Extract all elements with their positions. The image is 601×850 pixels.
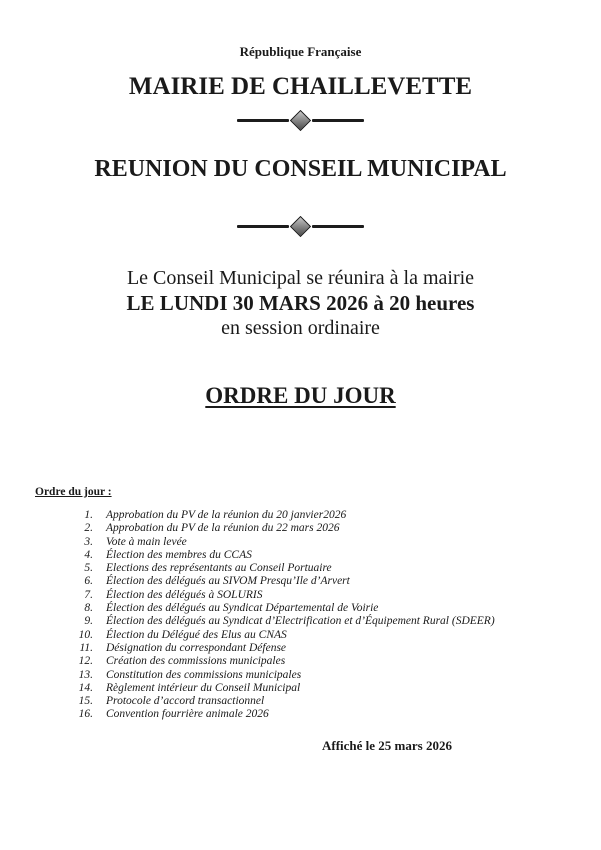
- list-item: [0, 602, 601, 615]
- list-item-text: Élection des membres du CCAS: [106, 548, 252, 561]
- list-item-number: 10.: [78, 628, 93, 641]
- list-item-text: Désignation du correspondant Défense: [106, 641, 287, 654]
- list-item: [0, 575, 601, 588]
- announcement-line-3: en session ordinaire: [221, 317, 380, 339]
- list-item: [0, 615, 601, 628]
- republic-label: République Française: [239, 44, 362, 59]
- list-item-text: Protocole d’accord transactionnel: [106, 695, 265, 708]
- list-item-text: Approbation du PV de la réunion du 20 janvier2026: [106, 509, 347, 521]
- list-item: [0, 708, 601, 721]
- meeting-title: REUNION DU CONSEIL MUNICIPAL: [94, 156, 507, 182]
- list-item-number: 14.: [78, 681, 93, 694]
- list-item: [0, 695, 601, 708]
- list-item: [0, 629, 601, 642]
- list-item-number: 2.: [84, 522, 93, 535]
- list-item-number: 15.: [78, 695, 93, 708]
- list-item-text: Approbation du PV de la réunion du 22 mars 2026: [106, 522, 340, 535]
- diamond-icon: [290, 215, 311, 236]
- mairie-title: MAIRIE DE CHAILLEVETTE: [128, 73, 473, 100]
- list-item-text: Élection des délégués au Syndicat d’Electrification et d’Équipement Rural (SDEER): [106, 615, 495, 628]
- list-item-text: Élection des délégués au Syndicat Départemental de Voirie: [106, 602, 379, 615]
- diamond-divider-top: [0, 110, 601, 130]
- agenda-label: Ordre du jour :: [35, 486, 112, 498]
- list-item-number: 4.: [84, 548, 93, 561]
- divider-line-right: [312, 119, 364, 122]
- list-item-number: 8.: [84, 602, 93, 615]
- announcement-line-1: Le Conseil Municipal se réunira à la mairie: [126, 267, 475, 289]
- list-item-text: Règlement intérieur du Conseil Municipal: [106, 681, 301, 694]
- list-item-text: Constitution des commissions municipales: [106, 668, 302, 681]
- divider-line-left: [237, 119, 289, 122]
- list-item: [0, 522, 601, 535]
- list-item: [0, 509, 601, 522]
- list-item-text: Élection des délégués au SIVOM Presqu’Ile d’Arvert: [106, 575, 350, 588]
- list-item-number: 5.: [84, 562, 93, 575]
- list-item: [0, 549, 601, 562]
- list-item-number: 11.: [79, 641, 93, 654]
- list-item: [0, 562, 601, 575]
- list-item-number: 6.: [84, 575, 93, 588]
- list-item-text: Création des commissions municipales: [106, 655, 286, 668]
- list-item-text: Élection des délégués à SOLURIS: [106, 588, 263, 601]
- list-item: [0, 682, 601, 695]
- diamond-divider-middle: [0, 216, 601, 236]
- list-item-text: Convention fourrière animale 2026: [106, 708, 269, 721]
- list-item-number: 9.: [84, 615, 93, 628]
- divider-line-right: [312, 225, 364, 228]
- diamond-icon: [290, 109, 311, 130]
- announcement-date-line: LE LUNDI 30 MARS 2026 à 20 heures: [126, 291, 475, 315]
- list-item: [0, 642, 601, 655]
- list-item: [0, 655, 601, 668]
- agenda-list: [0, 509, 601, 722]
- list-item-number: 16.: [78, 708, 93, 721]
- agenda-title: ORDRE DU JOUR: [205, 383, 396, 408]
- meeting-announcement: [0, 266, 601, 341]
- list-item: [0, 669, 601, 682]
- list-item: [0, 589, 601, 602]
- list-item-number: 12.: [78, 655, 93, 668]
- list-item-number: 1.: [84, 509, 93, 521]
- list-item-number: 7.: [84, 588, 93, 601]
- divider-line-left: [237, 225, 289, 228]
- posted-date: Affiché le 25 mars 2026: [322, 738, 452, 753]
- list-item-text: Élection du Délégué des Elus au CNAS: [106, 628, 287, 641]
- list-item-number: 13.: [78, 668, 93, 681]
- list-item-text: Vote à main levée: [106, 535, 187, 548]
- list-item: [0, 536, 601, 549]
- list-item-text: Elections des représentants au Conseil Portuaire: [106, 562, 332, 575]
- list-item-number: 3.: [84, 535, 93, 548]
